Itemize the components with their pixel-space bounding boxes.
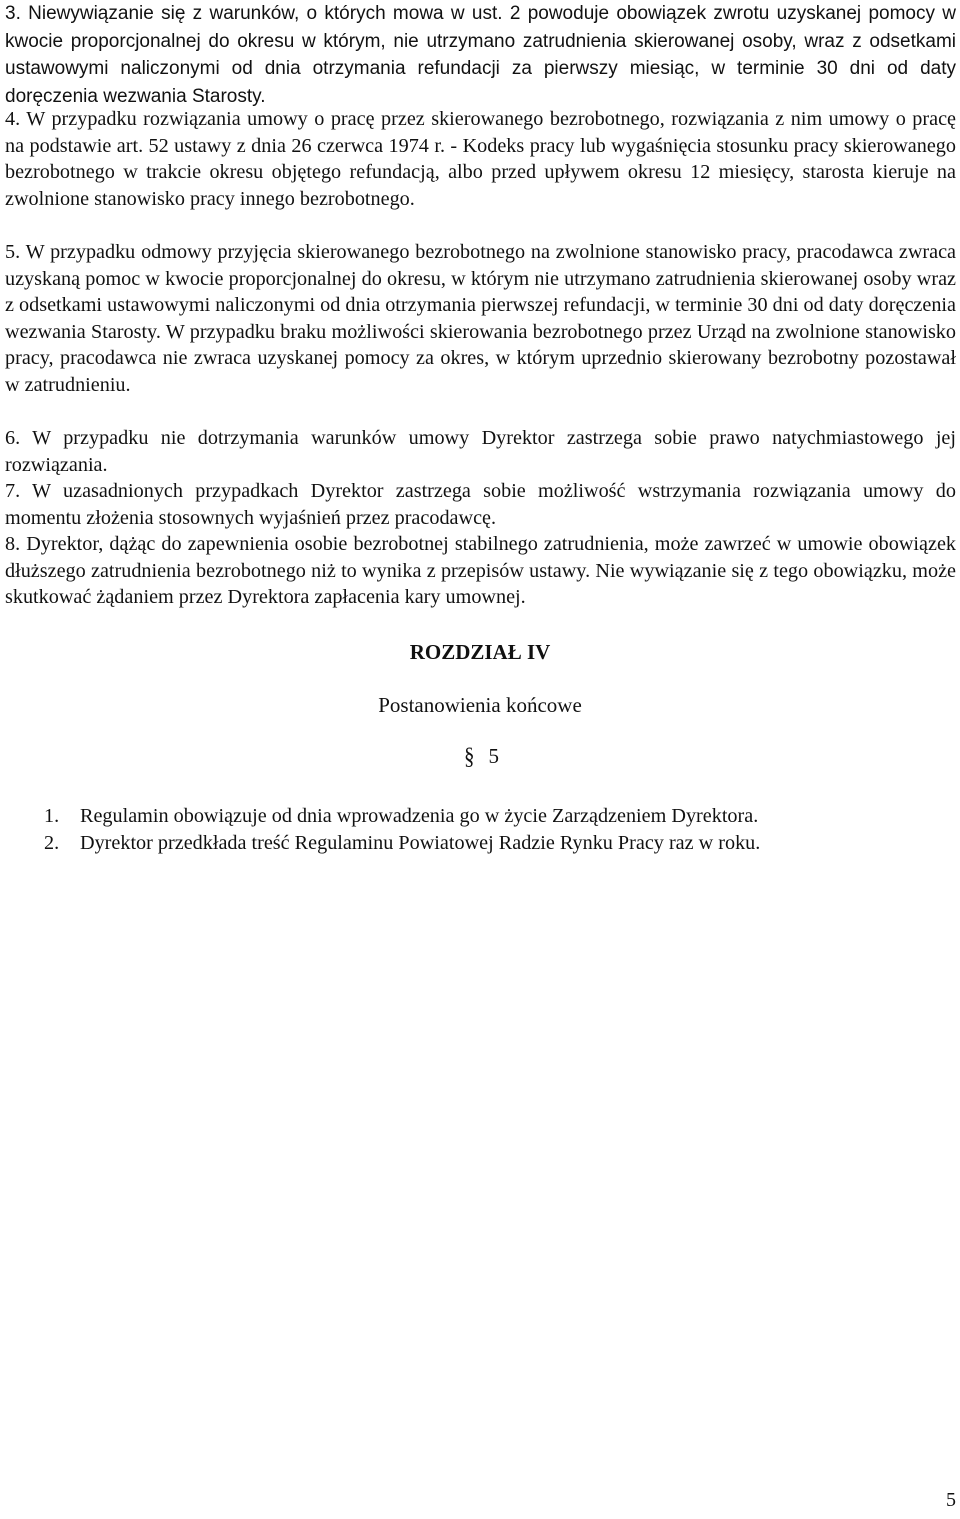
page-number: 5 xyxy=(946,1489,956,1511)
list-item-text: Regulamin obowiązuje od dnia wprowadzenia go w życie Zarządzeniem Dyrektora. xyxy=(80,805,759,827)
paragraph-5: 5. W przypadku odmowy przyjęcia skierowanego bezrobotnego na zwolnione stanowisko pracy, pracodawca zwraca uzyskaną pomoc w kwocie proporcjonalnej do okresu, w którym nie utrzymano zatrudnienia skierowanej osoby wraz z odsetkami ustawowymi naliczonymi od dnia otrzymania pierwszej refundacji, w terminie 30 dni od daty doręczenia wezwania Starosty. W przypadku braku możliwości skierowania bezrobotnego przez Urząd na zwolnione stanowisko pracy, pracodawca nie zwraca uzyskanej pomocy za okres, w którym uprzednio skierowany bezrobotny pozostawał w zatrudnieniu. xyxy=(5,241,956,396)
paragraph-7: 7. W uzasadnionych przypadkach Dyrektor zastrzega sobie możliwość wstrzymania rozwiązania umowy do momentu złożenia stosownych wyjaśnień przez pracodawcę. xyxy=(5,480,956,529)
list-item xyxy=(44,803,944,830)
chapter-subtitle: Postanowienia końcowe xyxy=(378,693,582,717)
chapter-title: ROZDZIAŁ IV xyxy=(409,640,551,664)
paragraph-3-body: 2 powoduje obowiązek zwrotu uzyskanej pomocy w kwocie proporcjonalnej do okresu w którym, nie utrzymano zatrudnienia skierowanej osoby, wraz z odsetkami ustawowymi naliczonymi od dnia otrzymania refundacji za pierwszy miesiąc, w terminie 30 dni od daty doręczenia wezwania Starosty. xyxy=(5,3,956,107)
list-item xyxy=(44,830,944,857)
final-provisions-list xyxy=(44,803,944,856)
list-item-number: 1. xyxy=(44,805,60,827)
list-item-text: Dyrektor przedkłada treść Regulaminu Powiatowej Radzie Rynku Pracy raz w roku. xyxy=(80,831,761,854)
paragraph-3 xyxy=(5,0,956,110)
section-symbol: § xyxy=(464,742,475,770)
paragraph-4: 4. W przypadku rozwiązania umowy o pracę przez skierowanego bezrobotnego, rozwiązania z nim umowy o pracę na podstawie art. 52 ustawy z dnia 26 czerwca 1974 r. - Kodeks pracy lub wygaśnięcia stosunku pracy skierowanego bezrobotnego w trakcie okresu objętego refundacją, albo przed upływem okresu 12 miesięcy, starosta kieruje na zwolnione stanowisko pracy innego bezrobotnego. xyxy=(5,108,956,210)
paragraph-8: 8. Dyrektor, dążąc do zapewnienia osobie bezrobotnej stabilnego zatrudnienia, może zawrzeć w umowie obowiązek dłuższego zatrudnienia bezrobotnego niż to wynika z przepisów ustawy. Nie wywiązanie się z tego obowiązku, może skutkować żądaniem przez Dyrektora zapłacenia kary umownej. xyxy=(5,533,956,609)
section-number: 5 xyxy=(488,744,499,768)
paragraph-3-lead: 3. Niewywiązanie się z warunków, o których mowa w ust. xyxy=(5,3,503,24)
section-heading xyxy=(464,744,499,769)
paragraph-6: 6. W przypadku nie dotrzymania warunków umowy Dyrektor zastrzega sobie prawo natychmiastowego jej rozwiązania. xyxy=(5,427,956,476)
list-item-number: 2. xyxy=(44,831,60,854)
